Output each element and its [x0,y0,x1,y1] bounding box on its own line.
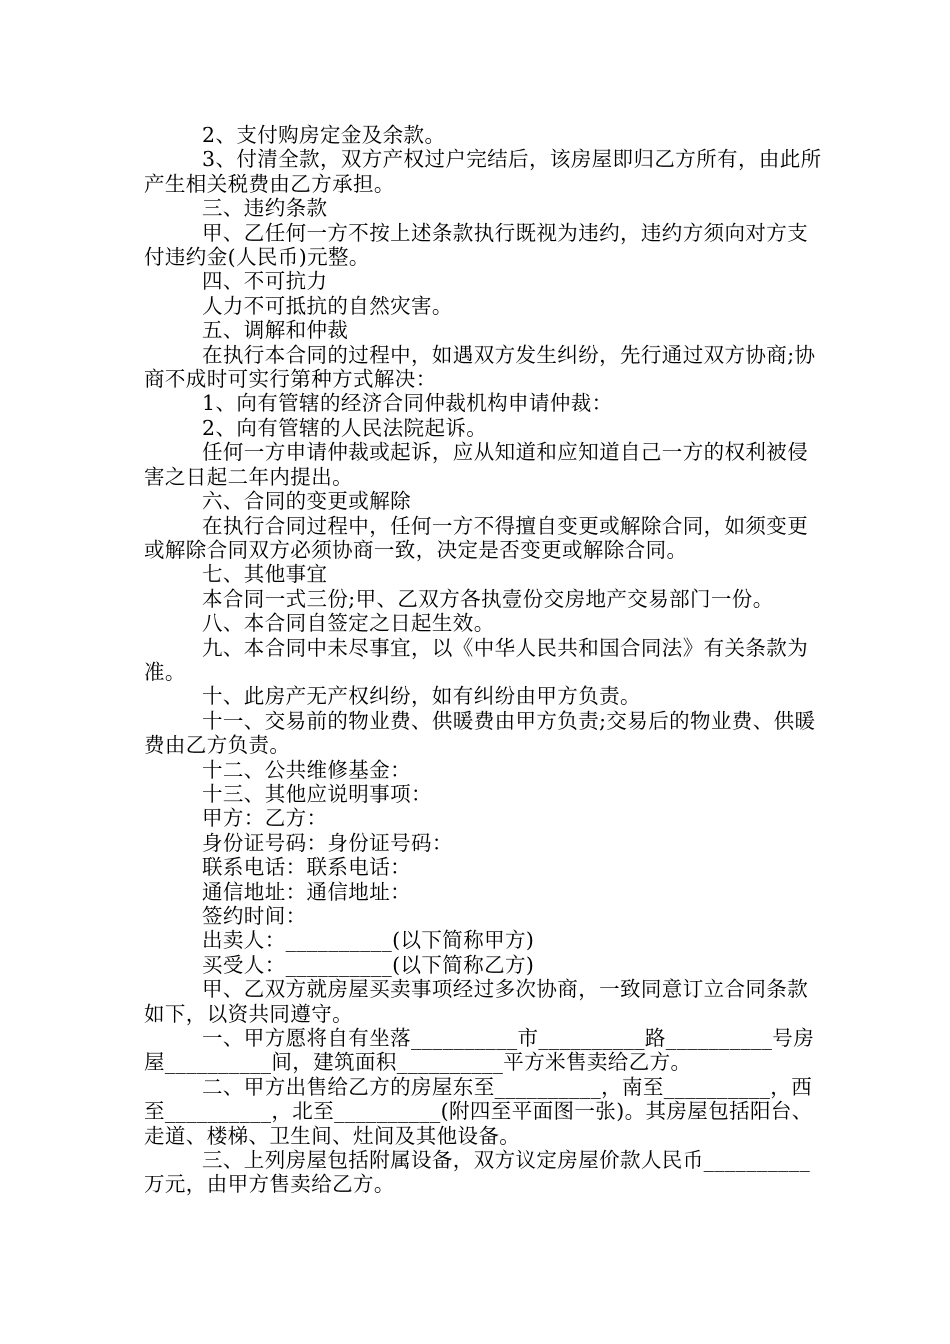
heading-other-matters: 七、其他事宜 [202,562,328,587]
heading-mediation-arbitration: 五、调解和仲裁 [202,318,349,343]
signature-id-numbers: 身份证号码：身份证号码： [202,830,453,855]
paragraph-copies: 本合同一式三份;甲、乙双方各执壹份交房地产交易部门一份。 [202,586,774,611]
buyer-line: 买受人：__________(以下简称乙方) [202,952,535,977]
signature-parties: 甲方：乙方： [202,806,328,831]
paragraph-effective: 八、本合同自签定之日起生效。 [202,611,495,636]
paragraph-location: 一、甲方愿将自有坐落__________市__________路__________号房屋__________间，建筑面积__________平方米售卖给乙方。 [144,1026,815,1075]
paragraph-maintenance-fund: 十二、公共维修基金： [202,757,411,782]
paragraph-contract-change: 在执行合同过程中，任何一方不得擅自变更或解除合同，如须变更或解除合同双方必须协商一致，决定是否变更或解除合同。 [144,513,809,562]
paragraph-arbitration-option: 1、向有管辖的经济合同仲裁机构申请仲裁： [202,391,613,416]
paragraph-agreement: 甲、乙双方就房屋买卖事项经过多次协商，一致同意订立合同条款如下，以资共同遵守。 [144,977,809,1026]
paragraph-court-option: 2、向有管辖的人民法院起诉。 [202,415,488,440]
paragraph-boundaries: 二、甲方出售给乙方的房屋东至__________，南至__________，西至__________，北至__________(附四至平面图一张)。其房屋包括阳台、走道、楼梯、卫生间、灶间及其他设备。 [144,1074,813,1148]
signature-addresses: 通信地址：通信地址： [202,879,411,904]
seller-line: 出卖人：__________(以下简称甲方) [202,928,535,953]
paragraph-price: 三、上列房屋包括附属设备，双方议定房屋价款人民币__________万元，由甲方售卖给乙方。 [144,1148,811,1197]
paragraph-property-fees: 十一、交易前的物业费、供暖费由甲方负责;交易后的物业费、供暖费由乙方负责。 [144,708,816,758]
paragraph-contract-law: 九、本合同中未尽事宜，以《中华人民共和国合同法》有关条款为准。 [144,635,809,684]
paragraph-payment-deposit: 2、支付购房定金及余款。 [202,123,446,147]
paragraph-breach: 甲、乙任何一方不按上述条款执行既视为违约，违约方须向对方支付违约金(人民币)元整。 [144,220,809,270]
heading-breach-terms: 三、违约条款 [202,196,328,221]
heading-contract-change: 六、合同的变更或解除 [202,489,411,514]
paragraph-no-dispute: 十、此房产无产权纠纷，如有纠纷由甲方负责。 [202,684,641,709]
signature-date: 签约时间： [202,904,307,928]
paragraph-other-notes: 十三、其他应说明事项： [202,781,432,806]
heading-force-majeure: 四、不可抗力 [202,269,328,294]
paragraph-dispute: 在执行本合同的过程中，如遇双方发生纠纷，先行通过双方协商;协商不成时可实行第种方式解决： [144,342,816,392]
paragraph-force-majeure: 人力不可抵抗的自然灾害。 [202,293,453,318]
paragraph-time-limit: 任何一方申请仲裁或起诉，应从知道和应知道自己一方的权利被侵害之日起二年内提出。 [144,440,809,489]
document-page [144,123,824,1197]
paragraph-full-payment: 3、付清全款，双方产权过户完结后，该房屋即归乙方所有，由此所产生相关税费由乙方承担。 [144,147,822,196]
signature-phones: 联系电话：联系电话： [202,855,411,880]
